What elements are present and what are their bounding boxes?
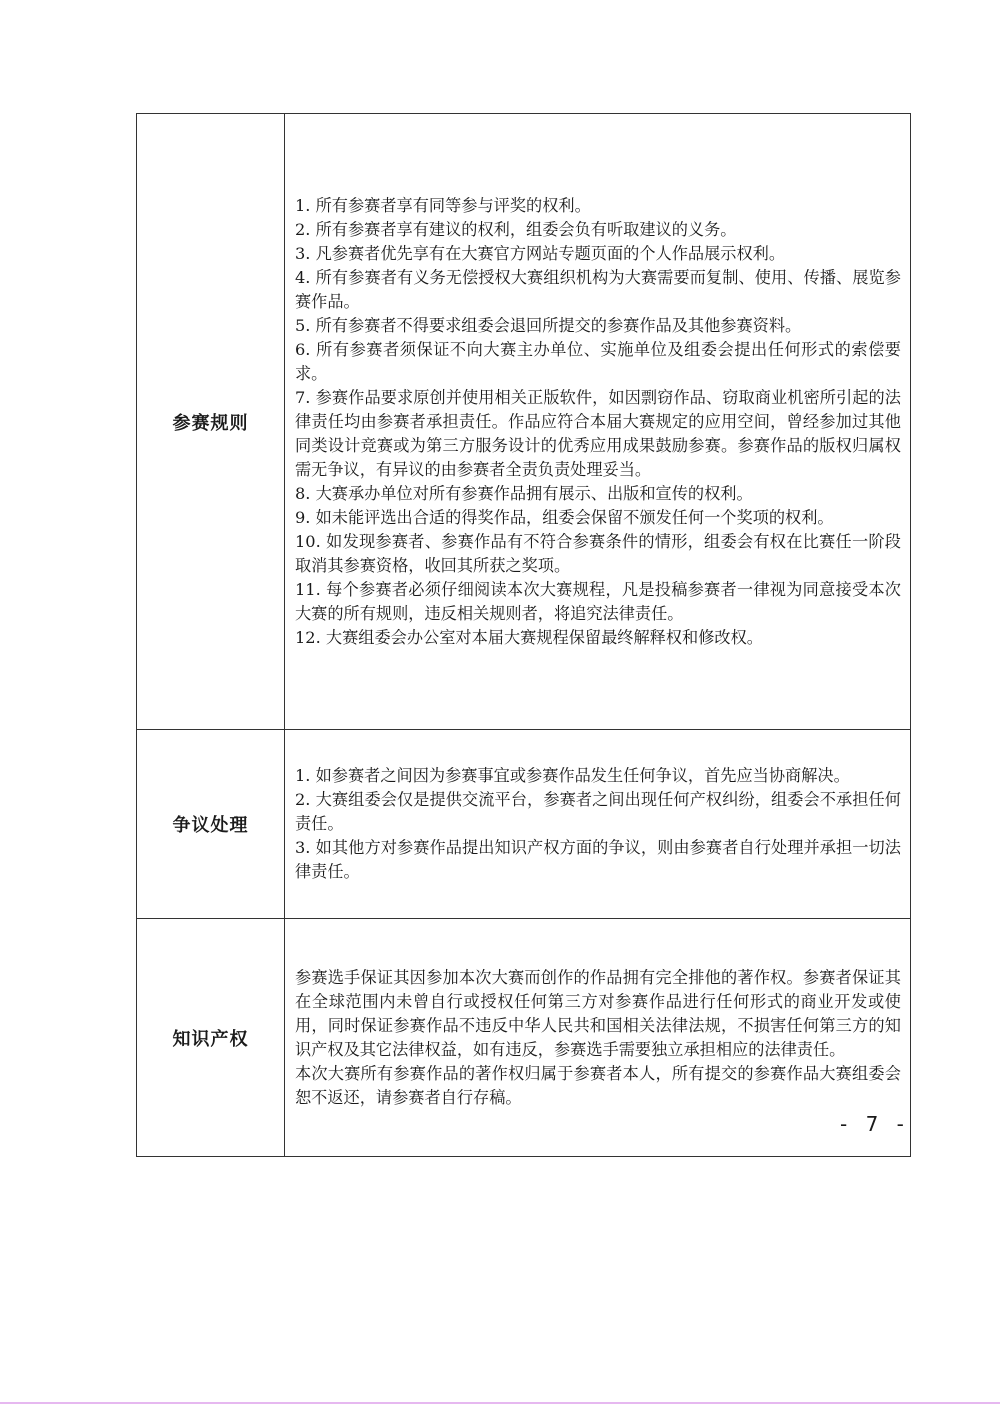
row-label-rules: 参赛规则 <box>137 114 285 730</box>
rules-table <box>136 113 911 1157</box>
list-item: 8. 大赛承办单位对所有参赛作品拥有展示、出版和宣传的权利。 <box>295 483 753 503</box>
table-row <box>137 730 911 919</box>
paragraph: 参赛选手保证其因参加本次大赛而创作的作品拥有完全排他的著作权。参赛者保证其在全球范围内未曾自行或授权任何第三方对参赛作品进行任何形式的商业开发或使用，同时保证参赛作品不违反中华人民共和国相关法律法规，不损害任何第三方的知识产权及其它法律权益，如有违反，参赛选手需要独立承担相应的法律责任。 <box>295 967 901 1059</box>
list-item: 1. 如参赛者之间因为参赛事宜或参赛作品发生任何争议，首先应当协商解决。 <box>295 766 850 785</box>
paragraph: 本次大赛所有参赛作品的著作权归属于参赛者本人，所有提交的参赛作品大赛组委会恕不返还，请参赛者自行存稿。 <box>295 1063 901 1107</box>
list-item: 5. 所有参赛者不得要求组委会退回所提交的参赛作品及其他参赛资料。 <box>295 315 802 335</box>
list-item: 12. 大赛组委会办公室对本届大赛规程保留最终解释权和修改权。 <box>295 627 763 647</box>
list-item: 3. 如其他方对参赛作品提出知识产权方面的争议，则由参赛者自行处理并承担一切法律责任。 <box>295 838 901 881</box>
table-row <box>137 919 911 1157</box>
row-label-dispute: 争议处理 <box>137 730 285 919</box>
list-item: 7. 参赛作品要求原创并使用相关正版软件，如因剽窃作品、窃取商业机密所引起的法律责任均由参赛者承担责任。作品应符合本届大赛规定的应用空间，曾经参加过其他同类设计竞赛或为第三方服务设计的优秀应用成果鼓励参赛。参赛作品的版权归属权需无争议，有异议的由参赛者全责负责处理妥当。 <box>295 387 901 479</box>
list-item: 4. 所有参赛者有义务无偿授权大赛组织机构为大赛需要而复制、使用、传播、展览参赛作品。 <box>295 267 901 311</box>
list-item: 6. 所有参赛者须保证不向大赛主办单位、实施单位及组委会提出任何形式的索偿要求。 <box>295 339 901 383</box>
row-label-ip: 知识产权 <box>137 919 285 1157</box>
list-item: 11. 每个参赛者必须仔细阅读本次大赛规程，凡是投稿参赛者一律视为同意接受本次大赛的所有规则，违反相关规则者，将追究法律责任。 <box>295 579 901 623</box>
row-content-rules <box>285 114 911 730</box>
list-item: 10. 如发现参赛者、参赛作品有不符合参赛条件的情形，组委会有权在比赛任一阶段取消其参赛资格，收回其所获之奖项。 <box>295 531 901 575</box>
page-number: - 7 - <box>840 1112 910 1136</box>
row-content-dispute <box>285 730 911 919</box>
list-item: 1. 所有参赛者享有同等参与评奖的权利。 <box>295 195 591 215</box>
list-item: 3. 凡参赛者优先享有在大赛官方网站专题页面的个人作品展示权利。 <box>295 243 786 263</box>
list-item: 9. 如未能评选出合适的得奖作品，组委会保留不颁发任何一个奖项的权利。 <box>295 507 834 527</box>
table-row <box>137 114 911 730</box>
divider <box>0 1402 1000 1404</box>
list-item: 2. 大赛组委会仅是提供交流平台，参赛者之间出现任何产权纠纷，组委会不承担任何责任。 <box>295 790 901 833</box>
row-content-ip <box>285 919 911 1157</box>
list-item: 2. 所有参赛者享有建议的权利，组委会负有听取建议的义务。 <box>295 219 737 239</box>
